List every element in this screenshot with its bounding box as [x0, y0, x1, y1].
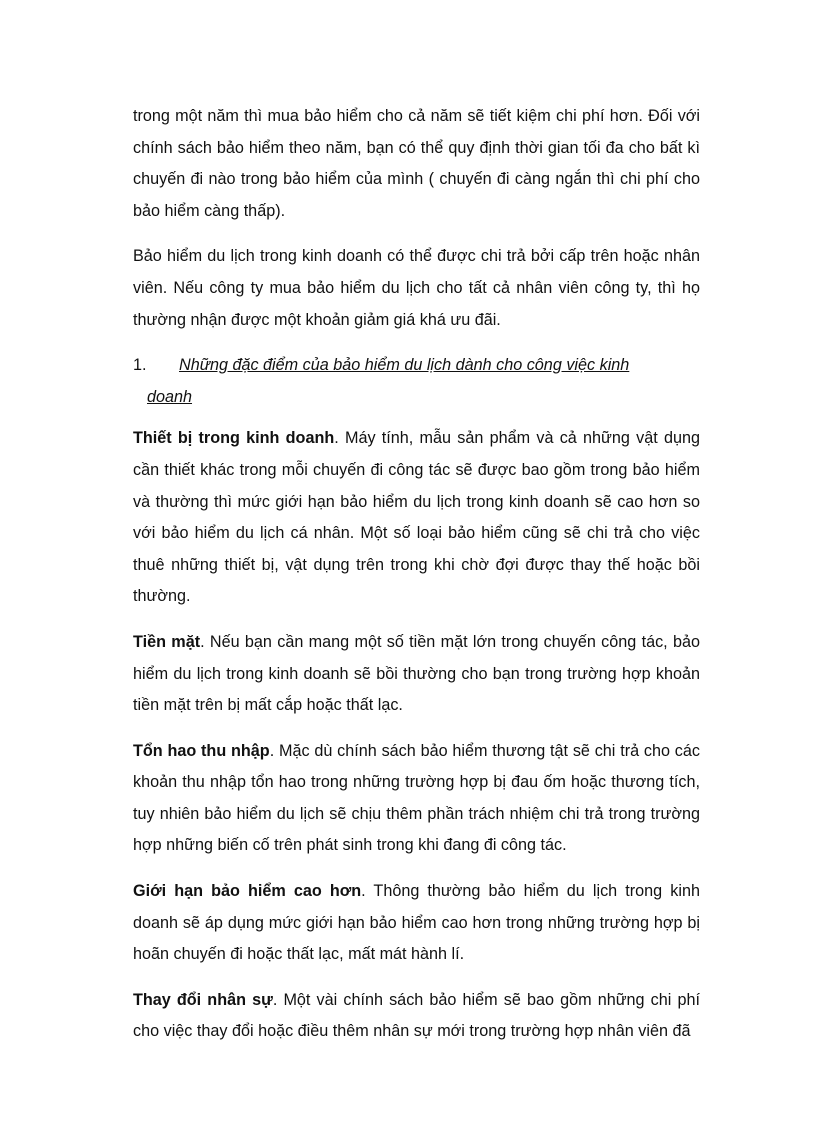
section-title [147, 350, 700, 413]
feature-staff-change [133, 985, 700, 1048]
feature-text: . Thông thường bảo hiểm du lịch trong kinh doanh sẽ áp dụng mức giới hạn bảo hiểm cao hơn trong những trường hợp bị hoãn chuyến đi hoặc thất lạc, mất mát hành lí. [133, 882, 700, 964]
section-number: 1. [133, 356, 147, 375]
feature-text: . Một vài chính sách bảo hiểm sẽ bao gồm những chi phí cho việc thay đổi hoặc điều thêm nhân sự mới trong trường hợp nhân viên đã [133, 990, 700, 1041]
feature-text: . Máy tính, mẫu sản phẩm và cả những vật dụng cần thiết khác trong mỗi chuyến đi công tác sẽ được bao gồm trong bảo hiểm và thường thì mức giới hạn bảo hiểm du lịch trong kinh doanh sẽ cao hơn so với bảo hiểm du lịch cá nhân. Một số loại bảo hiểm cũng sẽ chi trả cho việc thuê những thiết bị, vật dụng trên trong khi chờ đợi được thay thế hoặc bồi thường. [133, 429, 700, 606]
feature-text: . Nếu bạn cần mang một số tiền mặt lớn trong chuyến công tác, bảo hiểm du lịch trong kinh doanh sẽ bồi thường cho bạn trong trường hợp khoản tiền mặt trên bị mất cắp hoặc thất lạc. [133, 632, 700, 715]
feature-term: Tiền mặt [133, 632, 201, 651]
feature-business-equipment [133, 423, 700, 613]
feature-term: Thay đổi nhân sự [133, 990, 273, 1009]
section-heading [133, 350, 700, 413]
feature-income-loss [133, 736, 700, 862]
paragraph-annual-policy: trong một năm thì mua bảo hiểm cho cả năm sẽ tiết kiệm chi phí hơn. Đối với chính sách bảo hiểm theo năm, bạn có thể quy định thời gian tối đa cho bất kì chuyến đi nào trong bảo hiểm của mình ( chuyến đi càng ngắn thì chi phí cho bảo hiểm càng thấp). [133, 107, 700, 220]
paragraph-payment: Bảo hiểm du lịch trong kinh doanh có thể được chi trả bởi cấp trên hoặc nhân viên. Nếu công ty mua bảo hiểm du lịch cho tất cả nhân viên công ty, thì họ thường nhận được một khoản giảm giá khá ưu đãi. [133, 247, 700, 329]
feature-term: Tổn hao thu nhập [133, 741, 270, 760]
document-page [133, 101, 700, 1062]
feature-text: . Mặc dù chính sách bảo hiểm thương tật sẽ chi trả cho các khoản thu nhập tổn hao trong những trường hợp bị đau ốm hoặc thương tích, tuy nhiên bảo hiểm du lịch sẽ chịu thêm phần trách nhiệm chi trả trong trường hợp những biến cố trên phát sinh trong khi đang đi công tác. [133, 741, 700, 855]
section-title-line1: Những đặc điểm của bảo hiểm du lịch dành cho công việc kinh [179, 356, 630, 375]
feature-higher-limits [133, 876, 700, 971]
feature-term: Thiết bị trong kinh doanh [133, 429, 335, 448]
section-title-line2: doanh [147, 387, 193, 406]
feature-term: Giới hạn bảo hiểm cao hơn [133, 882, 362, 901]
feature-cash [133, 627, 700, 722]
